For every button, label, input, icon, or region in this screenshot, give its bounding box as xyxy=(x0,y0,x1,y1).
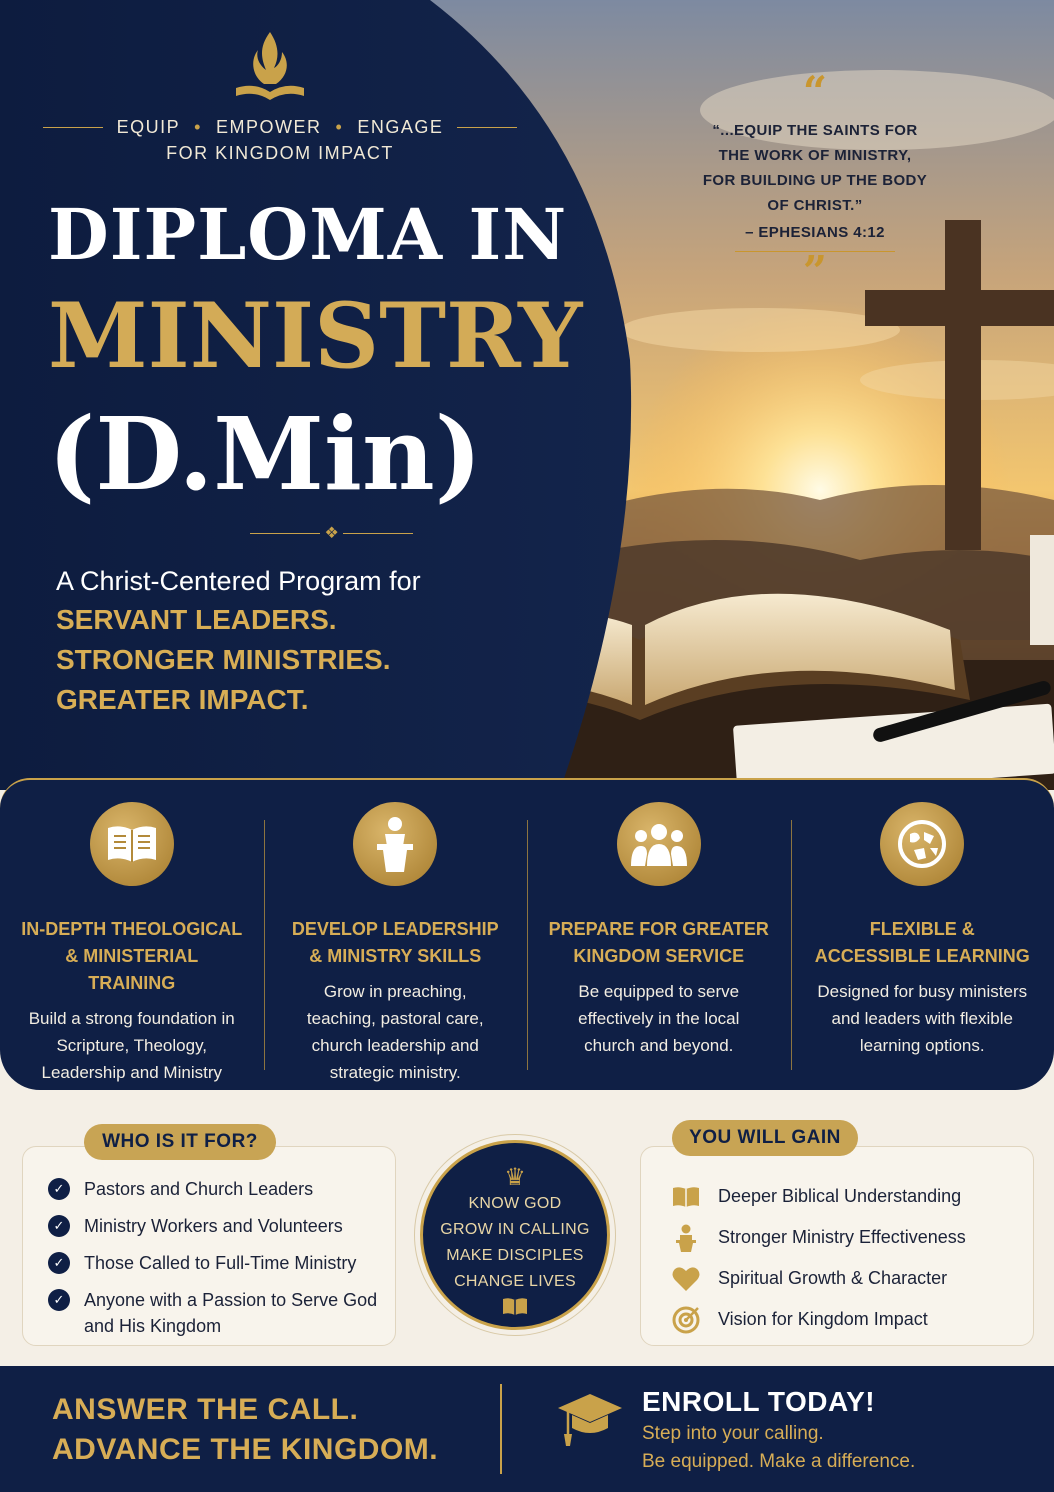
page-title xyxy=(48,190,608,516)
audience-and-benefits xyxy=(0,1090,1054,1366)
feature-card xyxy=(791,780,1054,1090)
gain-heading: YOU WILL GAIN xyxy=(672,1120,858,1156)
list-item: ✓ Those Called to Full-Time Ministry xyxy=(48,1250,388,1276)
who-list xyxy=(48,1176,388,1350)
target-icon xyxy=(672,1306,700,1334)
tagline-kingdom-impact: FOR KINGDOM IMPACT xyxy=(166,143,394,163)
call-to-action-text xyxy=(52,1390,438,1470)
preacher-icon xyxy=(672,1224,700,1252)
globe-icon xyxy=(880,802,964,886)
features-band xyxy=(0,778,1054,1090)
tagline-equip: EQUIP xyxy=(116,117,181,137)
list-item: Stronger Ministry Effectiveness xyxy=(672,1217,1012,1258)
mission-line: CHANGE LIVES xyxy=(454,1273,576,1290)
feature-text: Grow in preaching, teaching, pastoral care, church leadership and strategic ministry. xyxy=(306,982,484,1082)
footer-banner xyxy=(0,1366,1054,1492)
call-line: ADVANCE THE KINGDOM. xyxy=(52,1433,439,1466)
open-quote-icon: “ xyxy=(802,67,828,116)
logo-flame-book-icon xyxy=(228,26,312,106)
list-item: ✓ Ministry Workers and Volunteers xyxy=(48,1213,388,1239)
people-group-icon xyxy=(617,802,701,886)
gain-list xyxy=(672,1176,1012,1340)
feature-text: Be equipped to serve effectively in the local church and beyond. xyxy=(578,982,740,1055)
check-icon: ✓ xyxy=(48,1289,70,1311)
check-icon: ✓ xyxy=(48,1252,70,1274)
feature-title: FLEXIBLE & ACCESSIBLE LEARNING xyxy=(814,919,1030,966)
scripture-quote xyxy=(700,67,930,296)
subtitle xyxy=(56,562,526,720)
list-item: ✓ Pastors and Church Leaders xyxy=(48,1176,388,1202)
title-line-3: (D.Min) xyxy=(48,395,482,513)
feature-card xyxy=(527,780,791,1090)
title-ornament: ❖ xyxy=(250,523,413,543)
preacher-podium-icon xyxy=(353,802,437,886)
tagline: EQUIP • EMPOWER • ENGAGE FOR KINGDOM IMPACT xyxy=(40,114,520,166)
list-item: Deeper Biblical Understanding xyxy=(672,1176,1012,1217)
tagline-empower: EMPOWER xyxy=(215,117,322,137)
crown-icon: ♛ xyxy=(504,1164,526,1191)
call-line: ANSWER THE CALL. xyxy=(52,1393,359,1426)
enroll-subtext: Step into your calling. xyxy=(642,1423,824,1444)
book-icon xyxy=(423,1297,607,1320)
mission-line: KNOW GOD xyxy=(468,1195,562,1212)
subtitle-point: SERVANT LEADERS. xyxy=(56,604,337,635)
title-line-1: DIPLOMA IN xyxy=(48,193,568,276)
quote-reference: – EPHESIANS 4:12 xyxy=(745,224,885,241)
open-book-icon xyxy=(90,802,174,886)
check-icon: ✓ xyxy=(48,1178,70,1200)
feature-title: DEVELOP LEADERSHIP & MINISTRY SKILLS xyxy=(291,919,499,966)
list-item: ✓ Anyone with a Passion to Serve God and His Kingdom xyxy=(48,1287,388,1339)
heart-icon xyxy=(672,1265,700,1293)
subtitle-lead: A Christ-Centered Program for xyxy=(56,566,421,596)
mission-line: MAKE DISCIPLES xyxy=(446,1247,584,1264)
subtitle-point: STRONGER MINISTRIES. xyxy=(56,644,391,675)
quote-text: “...EQUIP THE SAINTS FOR THE WORK OF MINISTRY, FOR BUILDING UP THE BODY OF CHRIST.” xyxy=(702,122,928,214)
feature-card xyxy=(264,780,528,1090)
feature-card xyxy=(0,780,264,1090)
close-quote-icon: ” xyxy=(802,247,828,296)
mission-line: GROW IN CALLING xyxy=(440,1221,590,1238)
title-line-2: MINISTRY xyxy=(48,283,583,389)
feature-text: Designed for busy ministers and leaders with flexible learning options. xyxy=(817,982,1028,1055)
list-item: Vision for Kingdom Impact xyxy=(672,1299,1012,1340)
enroll-block[interactable] xyxy=(642,1384,915,1476)
mission-circle xyxy=(420,1140,610,1330)
book-icon xyxy=(672,1183,700,1211)
check-icon: ✓ xyxy=(48,1215,70,1237)
enroll-today-heading[interactable]: ENROLL TODAY! xyxy=(642,1386,876,1417)
graduation-cap-icon xyxy=(556,1388,624,1450)
who-heading: WHO IS IT FOR? xyxy=(84,1124,276,1160)
tagline-engage: ENGAGE xyxy=(357,117,444,137)
list-item: Spiritual Growth & Character xyxy=(672,1258,1012,1299)
enroll-subtext: Be equipped. Make a difference. xyxy=(642,1451,916,1472)
subtitle-point: GREATER IMPACT. xyxy=(56,684,309,715)
feature-text: Build a strong foundation in Scripture, Theology, Leadership and Ministry xyxy=(28,1009,235,1082)
feature-title: IN-DEPTH THEOLOGICAL & MINISTERIAL TRAINING xyxy=(21,919,243,993)
feature-title: PREPARE FOR GREATER KINGDOM SERVICE xyxy=(548,919,769,966)
footer-divider xyxy=(500,1384,502,1474)
